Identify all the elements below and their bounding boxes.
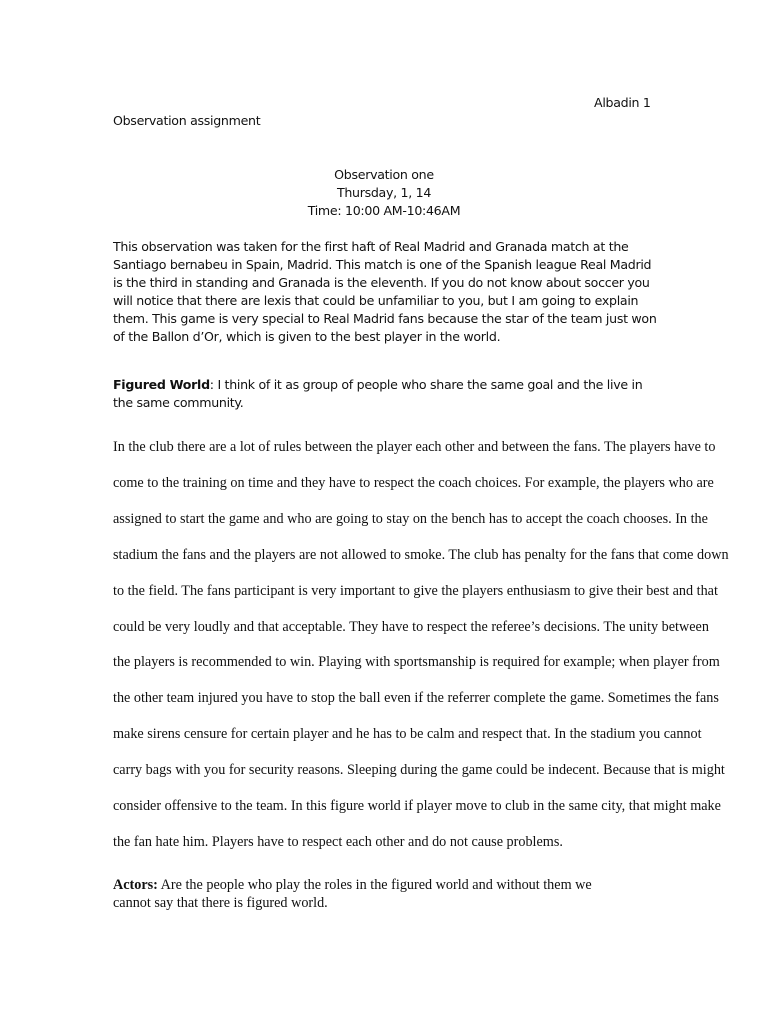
club-line: come to the training on time and they have to respect the coach choices. For example, the players who are (113, 474, 714, 491)
actors-label: Actors: (113, 877, 158, 893)
club-line: the other team injured you have to stop the ball even if the referrer complete the game. Sometimes the fans (113, 690, 719, 707)
figured-world-text: : I think of it as group of people who share the same goal and the live in the same community. (113, 377, 643, 410)
club-line: consider offensive to the team. In this figure world if player move to club in the same city, that might make (113, 798, 721, 815)
actors-text: Are the people who play the roles in the figured world and without them we cannot say that there is figured world. (113, 877, 592, 911)
club-line: In the club there are a lot of rules between the player each other and between the fans. The players have to (113, 439, 716, 455)
club-line: to the field. The fans participant is very important to give the players enthusiasm to give their best and that (113, 582, 718, 599)
club-line: could be very loudly and that acceptable. They have to respect the referee’s decisions. The unity between (113, 618, 709, 635)
club-line: make sirens censure for certain player and he has to be calm and respect that. In the stadium you cannot (113, 726, 702, 743)
intro-paragraph: This observation was taken for the first haft of Real Madrid and Granada match at the Santiago bernabeu in Spain, Madrid. This match is one of the Spanish league Real Madrid is the third in standing and Granada is the eleventh. If you do not know about soccer you will notice that there are lexis that could be unfamiliar to you, but I am going to explain them. This game is very special to Real Madrid fans because the star of the team just won of the Ballon d’Or, which is given to the best player in the world. (113, 239, 657, 344)
observation-heading-block (113, 166, 655, 220)
club-line: assigned to start the game and who are going to stay on the bench has to accept the coach chooses. In the (113, 510, 708, 527)
club-line: the fan hate him. Players have to respect each other and do not cause problems. (113, 833, 563, 850)
figured-world-paragraph (113, 376, 661, 412)
club-rules-paragraph (113, 430, 768, 861)
figured-world-label: Figured World (113, 377, 210, 392)
club-line: carry bags with you for security reasons. Sleeping during the game could be indecent. Because that is might (113, 762, 725, 779)
observation-time: Time: 10:00 AM-10:46AM (307, 202, 461, 218)
club-line: stadium the fans and the players are not allowed to smoke. The club has penalty for the fans that come down (113, 546, 729, 563)
observation-heading: Observation one (334, 167, 434, 182)
document-title: Observation assignment (113, 113, 261, 128)
observation-date: Thursday, 1, 14 (336, 184, 432, 200)
actors-paragraph (113, 877, 633, 912)
page-header-label: Albadin 1 (594, 95, 651, 110)
club-line: the players is recommended to win. Playing with sportsmanship is required for example; when player from (113, 654, 720, 671)
